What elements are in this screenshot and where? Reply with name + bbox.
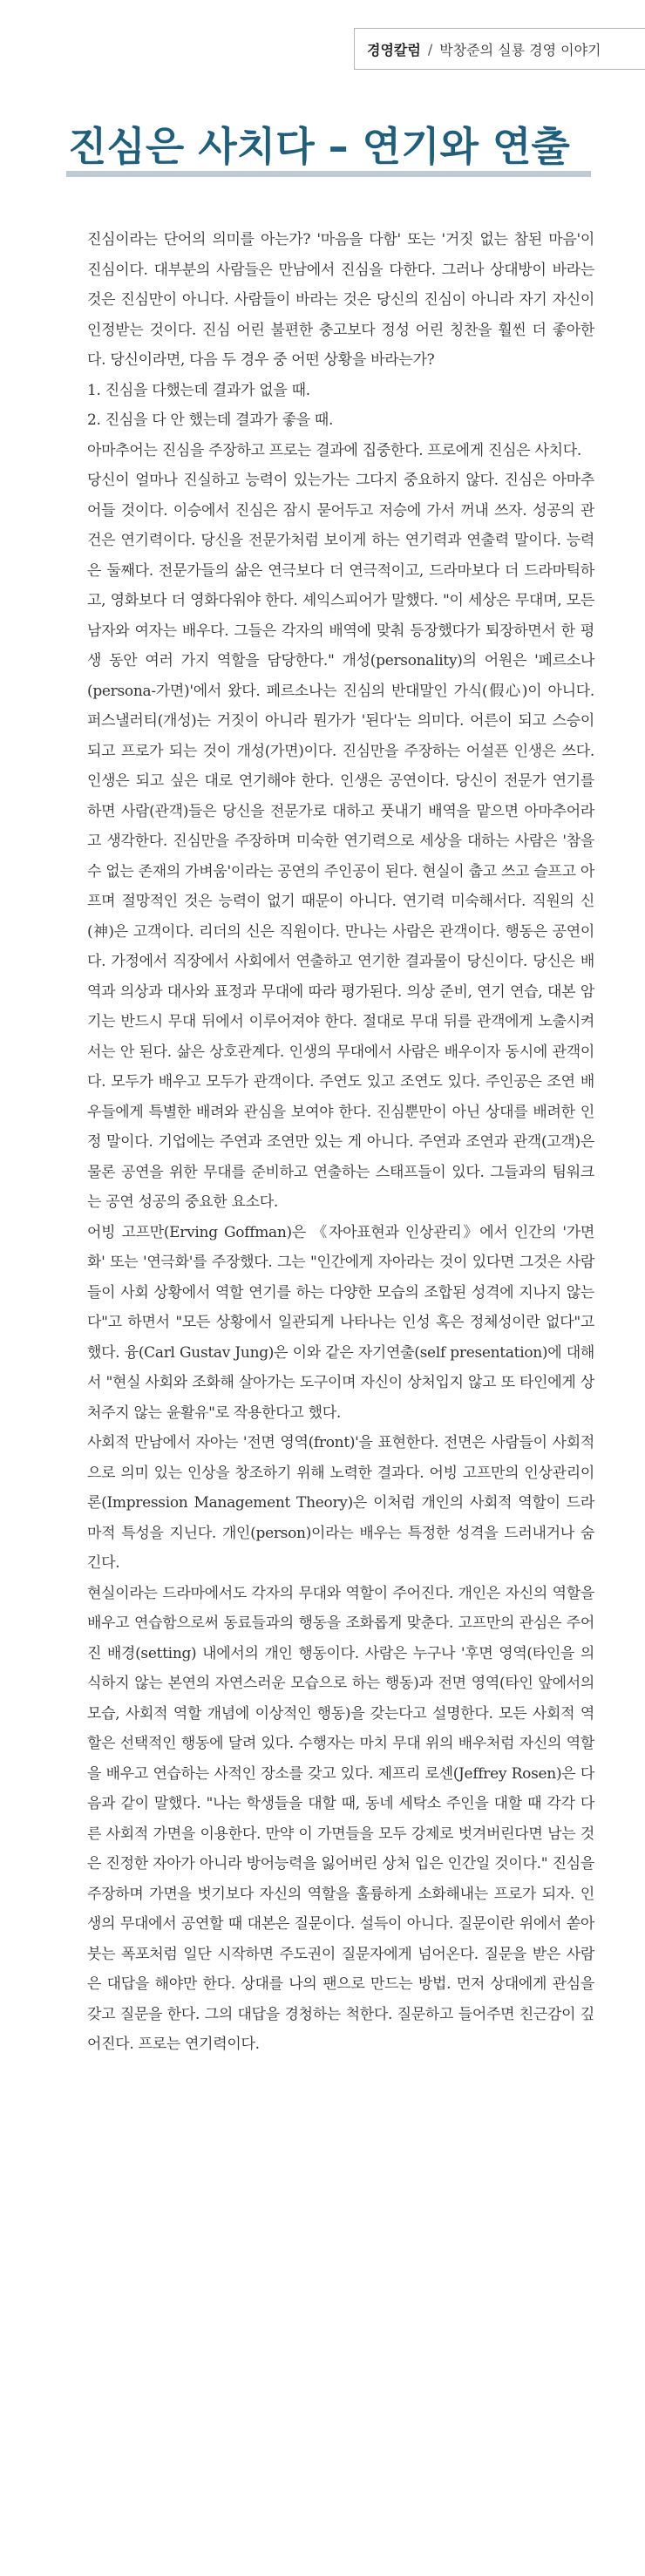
column-header: [354, 28, 645, 70]
article-title: 진심은 사치다 – 연기와 연출: [68, 123, 570, 170]
paragraph-amateur: 아마추어는 진심을 주장하고 프로는 결과에 집중한다. 프로에게 진심은 사치다.: [87, 441, 581, 459]
list-item-2: 2. 진심을 다 안 했는데 결과가 좋을 때.: [87, 411, 334, 429]
paragraph-acting: 당신이 얼마나 진실하고 능력이 있는가는 그다지 중요하지 않다. 진심은 아마추어들 것이다. 이승에서 진심은 잠시 묻어두고 저승에 가서 꺼내 쓰자. 성공의 관건은 연기력이다. 당신을 전문가처럼 보이게 하는 연기력과 연출력 말이다. 능력은 둘째다. 전문가들의 삶은 연극보다 더 연극적이고, 드라마보다 더 드라마틱하고, 영화보다 더 영화다워야 한다. 셰익스피어가 말했다. "이 세상은 무대며, 모든 남자와 여자는 배우다. 그들은 각자의 배역에 맞춰 등장했다가 퇴장하면서 한 평생 동안 여러 가지 역할을 담당한다." 개성(personality)의 어원은 '페르소나(persona-가면)'에서 왔다. 페르소나는 진심의 반대말인 가식(假心)이 아니다. 퍼스낼러티(개성)는 거짓이 아니라 뭔가가 '된다'는 의미다. 어른이 되고 스승이 되고 프로가 되는 것이 개성(가면)이다. 진심만을 주장하는 어설픈 인생은 쓰다. 인생은 되고 싶은 대로 연기해야 한다. 인생은 공연이다. 당신이 전문가 연기를 하면 사람(관객)들은 당신을 전문가로 대하고 풋내기 배역을 맡으면 아마추어라고 생각한다. 진심만을 주장하며 미숙한 연기력으로 세상을 대하는 사람은 '참을 수 없는 존재의 가벼움'이라는 공연의 주인공이 된다. 현실이 춥고 쓰고 슬프고 아프며 절망적인 것은 능력이 없기 때문이 아니다. 연기력 미숙해서다. 직원의 신(神)은 고객이다. 리더의 신은 직원이다. 만나는 사람은 관객이다. 행동은 공연이다. 가정에서 직장에서 사회에서 연출하고 연기한 결과물이 당신이다. 당신은 배역과 의상과 대사와 표정과 무대에 따라 평가된다. 의상 준비, 연기 연습, 대본 암기는 반드시 무대 뒤에서 이루어져야 한다. 절대로 무대 뒤를 관객에게 노출시켜서는 안 된다. 삶은 상호관계다. 인생의 무대에서 사람은 배우이자 동시에 관객이다. 모두가 배우고 모두가 관객이다. 주연도 있고 조연도 있다. 주인공은 조연 배우들에게 특별한 배려와 관심을 보여야 한다. 진심뿐만이 아닌 상대를 배려한 인정 말이다. 기업에는 주연과 조연만 있는 게 아니다. 주연과 조연과 관객(고객)은 물론 공연을 위한 무대를 준비하고 연출하는 스태프들이 있다. 그들과의 팀워크는 공연 성공의 중요한 요소다.: [87, 472, 594, 1211]
article-body: [87, 225, 594, 2060]
paragraph-intro: 진심이라는 단어의 의미를 아는가? '마음을 다함' 또는 '거짓 없는 참된 마음'이 진심이다. 대부분의 사람들은 만남에서 진심을 다한다. 그러나 상대방이 바라는 것은 진심만이 아니다. 사람들이 바라는 것은 당신의 진심이 아니라 자기 자신이 인정받는 것이다. 진심 어린 불편한 충고보다 정성 어린 칭찬을 훨씬 더 좋아한다. 당신이라면, 다음 두 경우 중 어떤 상황을 바라는가?: [87, 231, 594, 369]
header-separator: /: [427, 40, 433, 58]
title-underline: [66, 171, 591, 177]
list-item-1: 1. 진심을 다했는데 결과가 없을 때.: [87, 381, 310, 399]
column-category: 경영칼럼: [367, 41, 421, 58]
paragraph-stage: 현실이라는 드라마에서도 각자의 무대와 역할이 주어진다. 개인은 자신의 역할을 배우고 연습함으로써 동료들과의 행동을 조화롭게 맞춘다. 고프만의 관심은 주어진 배경(setting) 내에서의 개인 행동이다. 사람은 누구나 '후면 영역(타인을 의식하지 않는 본연의 자연스러운 모습으로 하는 행동)과 전면 영역(타인 앞에서의 모습, 사회적 역할 개념에 이상적인 행동)을 갖는다고 설명한다. 모든 사회적 역할은 선택적인 행동에 달려 있다. 수행자는 마치 무대 위의 배우처럼 자신의 역할을 배우고 연습하는 사적인 장소를 갖고 있다. 제프리 로센(Jeffrey Rosen)은 다음과 같이 말했다. "나는 학생들을 대할 때, 동네 세탁소 주인을 대할 때 각각 다른 사회적 가면을 이용한다. 만약 이 가면들을 모두 강제로 벗겨버린다면 남는 것은 진정한 자아가 아니라 방어능력을 잃어버린 상처 입은 인간일 것이다." 진심을 주장하며 가면을 벗기보다 자신의 역할을 훌륭하게 소화해내는 프로가 되자. 인생의 무대에서 공연할 때 대본은 질문이다. 설득이 아니다. 질문이란 위에서 쏟아붓는 폭포처럼 일단 시작하면 주도권이 질문자에게 넘어온다. 질문을 받은 사람은 대답을 해야만 한다. 상대를 나의 팬으로 만드는 방법. 먼저 상대에게 관심을 갖고 질문을 한다. 그의 대답을 경청하는 척한다. 질문하고 들어주면 친근감이 깊어진다. 프로는 연기력이다.: [87, 1584, 594, 2053]
paragraph-front: 사회적 만남에서 자아는 '전면 영역(front)'을 표현한다. 전면은 사람들이 사회적으로 의미 있는 인상을 창조하기 위해 노력한 결과다. 어빙 고프만의 인상관리이론(Impression Management Theory)은 이처럼 개인의 사회적 역할이 드라마적 특성을 지닌다. 개인(person)이라는 배우는 특정한 성격을 드러내거나 숨긴다.: [87, 1434, 594, 1572]
paragraph-goffman: 어빙 고프만(Erving Goffman)은 《자아표현과 인상관리》에서 인간의 '가면화' 또는 '연극화'를 주장했다. 그는 "인간에게 자아라는 것이 있다면 그것은 사람들이 사회 상황에서 역할 연기를 하는 다양한 모습의 조합된 성격에 지나지 않는다"고 하면서 "모든 상황에서 일관되게 나타나는 인성 혹은 정체성이란 없다"고 했다. 융(Carl Gustav Jung)은 이와 같은 자기연출(self presentation)에 대해서 "현실 사회와 조화해 살아가는 도구이며 자신이 상처입지 않고 또 타인에게 상처주지 않는 윤활유"로 작용한다고 했다.: [87, 1223, 594, 1422]
column-series-name: 박창준의 실룡 경영 이야기: [439, 41, 601, 58]
